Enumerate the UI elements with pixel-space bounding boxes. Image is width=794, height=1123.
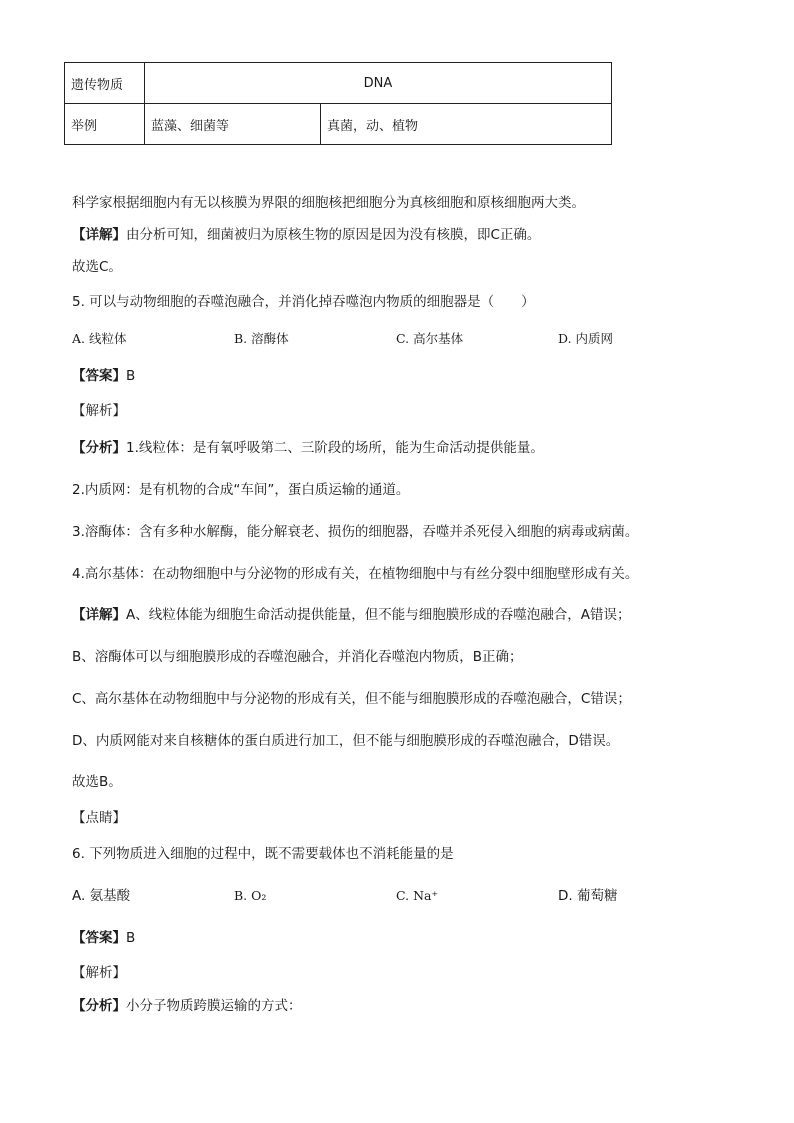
- paragraph: [72, 605, 630, 625]
- option-b: B. O₂: [234, 888, 267, 903]
- table-cell: DNA: [145, 63, 612, 104]
- analysis-point: 2.内质网：是有机物的合成“车间”，蛋白质运输的通道。: [72, 482, 410, 498]
- detail-text: 由分析可知，细菌被归为原核生物的原因是因为没有核膜，即C正确。: [126, 227, 541, 243]
- detail-text: C、高尔基体在动物细胞中与分泌物的形成有关，但不能与细胞膜形成的吞噬泡融合，C错误；: [72, 691, 631, 707]
- question-5: 5. 可以与动物细胞的吞噬泡融合，并消化掉吞噬泡内物质的细胞器是（ ）: [72, 294, 535, 310]
- question-6: 6. 下列物质进入细胞的过程中，既不需要载体也不消耗能量的是: [72, 846, 454, 862]
- option-d: D. 内质网: [558, 331, 614, 346]
- answer-value: B: [126, 930, 136, 946]
- section-tag: 【解析】: [72, 403, 126, 419]
- analysis-point: 4.高尔基体：在动物细胞中与分泌物的形成有关，在植物细胞中与有丝分裂中细胞壁形成有关。: [72, 566, 639, 582]
- paragraph: [72, 438, 544, 458]
- section-tag: 【分析】: [72, 998, 126, 1014]
- option-a: A. 线粒体: [72, 331, 127, 346]
- conclusion: 故选C。: [72, 259, 122, 275]
- section-tag: 【详解】: [72, 227, 126, 243]
- detail-text: D、内质网能对来自核糖体的蛋白质进行加工，但不能与细胞膜形成的吞噬泡融合，D错误。: [72, 733, 620, 749]
- section-tag: 【答案】: [72, 368, 126, 384]
- option-a: A. 氨基酸: [72, 888, 131, 904]
- analysis-point: 1.线粒体：是有氧呼吸第二、三阶段的场所，能为生命活动提供能量。: [126, 440, 544, 456]
- section-tag: 【分析】: [72, 440, 126, 456]
- analysis-point: 3.溶酶体：含有多种水解酶，能分解衰老、损伤的细胞器，吞噬并杀死侵入细胞的病毒或病菌。: [72, 524, 639, 540]
- comparison-table: [64, 62, 612, 145]
- table-row: [65, 63, 612, 104]
- table-row-header: 遗传物质: [65, 63, 145, 104]
- paragraph: 科学家根据细胞内有无以核膜为界限的细胞核把细胞分为真核细胞和原核细胞两大类。: [72, 195, 585, 211]
- detail-text: B、溶酶体可以与细胞膜形成的吞噬泡融合，并消化吞噬泡内物质，B正确；: [72, 649, 523, 665]
- detail-text: A、线粒体能为细胞生命活动提供能量，但不能与细胞膜形成的吞噬泡融合，A错误；: [126, 607, 631, 623]
- paragraph: [72, 996, 302, 1016]
- answer-line: [72, 928, 135, 948]
- analysis-text: 小分子物质跨膜运输的方式：: [126, 998, 302, 1014]
- section-tag: 【解析】: [72, 965, 126, 981]
- option-c: C. 高尔基体: [396, 331, 464, 346]
- table-cell: 蓝藻、细菌等: [145, 104, 321, 145]
- option-c: C. Na⁺: [396, 888, 439, 903]
- conclusion: 故选B。: [72, 774, 122, 790]
- section-tag: 【详解】: [72, 607, 126, 623]
- section-tag: 【点睛】: [72, 810, 126, 826]
- table-cell: 真菌，动、植物: [321, 104, 612, 145]
- answer-value: B: [126, 368, 136, 384]
- table-row: [65, 104, 612, 145]
- option-d: D. 葡萄糖: [558, 888, 618, 904]
- option-b: B. 溶酶体: [234, 331, 289, 346]
- answer-line: [72, 366, 135, 386]
- section-tag: 【答案】: [72, 930, 126, 946]
- paragraph: [72, 225, 540, 245]
- table-row-header: 举例: [65, 104, 145, 145]
